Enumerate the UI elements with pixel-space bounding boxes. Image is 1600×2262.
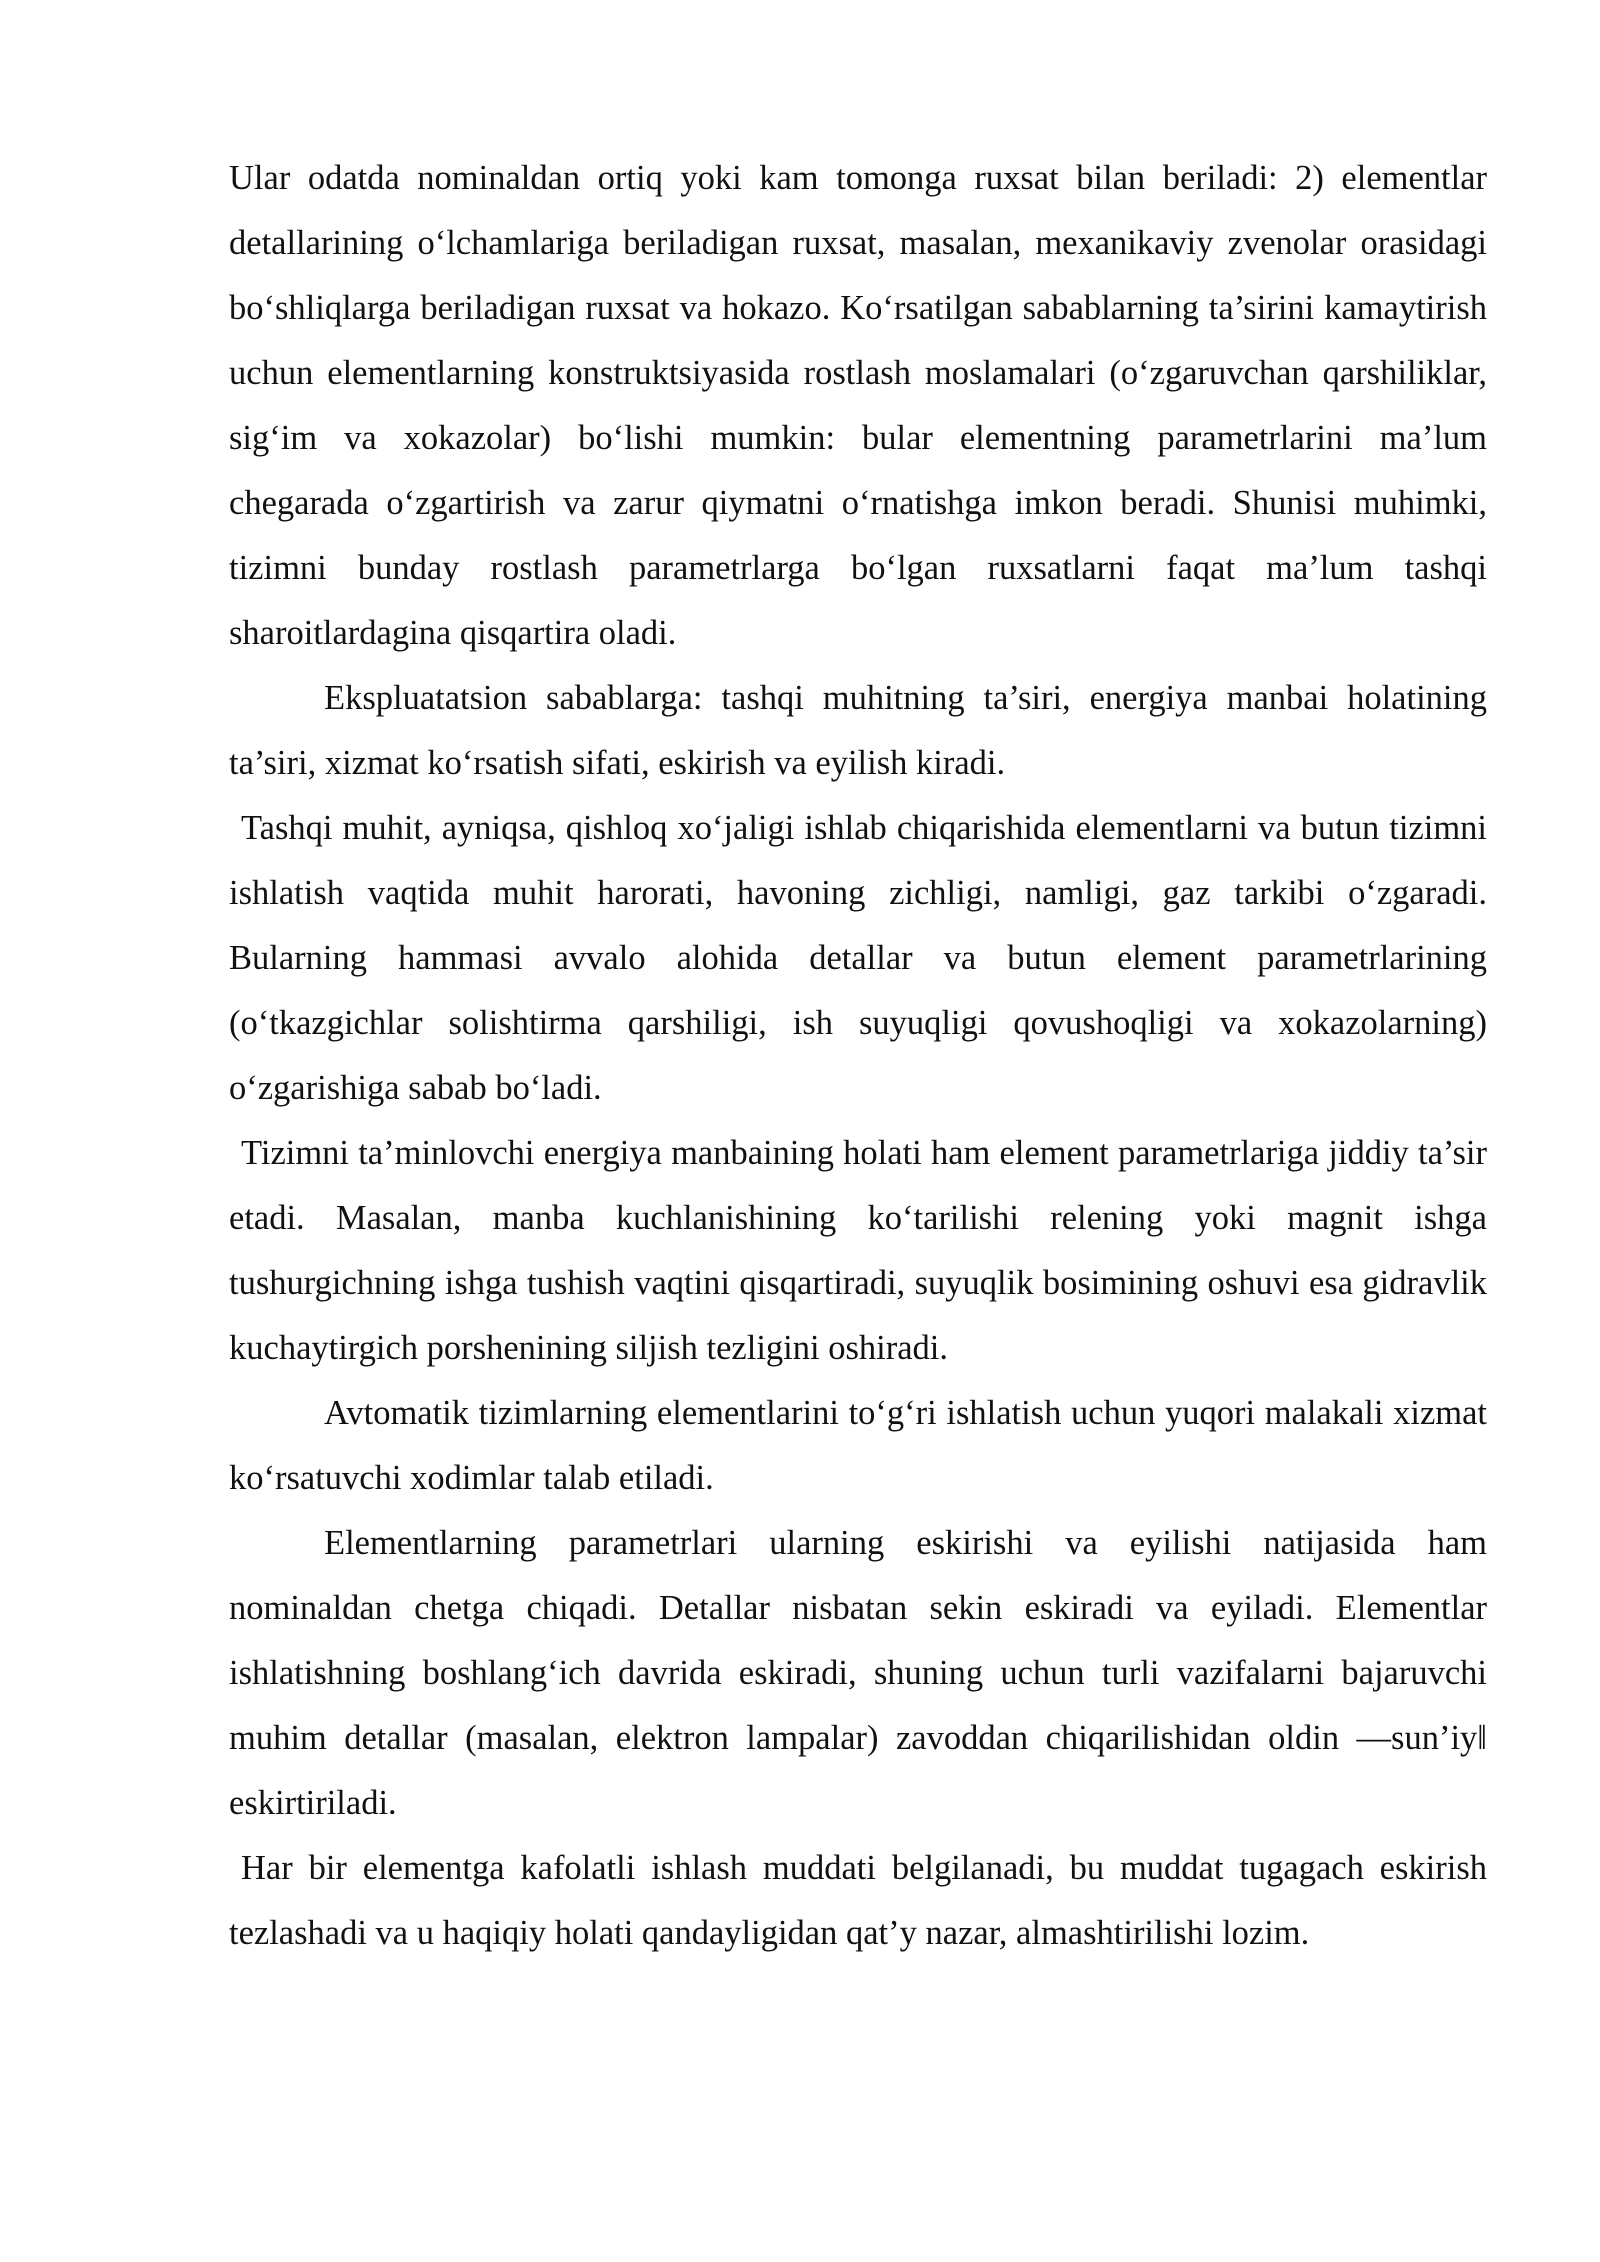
paragraph-tolerances: Ular odatda nominaldan ortiq yoki kam tomonga ruxsat bilan beriladi: 2) elementlar detallarining oʻlchamlariga beriladigan ruxsat, masalan, mexanikaviy zvenolar orasidagi boʻshliqlarga beriladigan ruxsat va hokazo. Koʻrsatilgan sabablarning ta’sirini kamaytirish uchun elementlarning konstruktsiyasida rostlash moslamalari (oʻzgaruvchan qarshiliklar, sigʻim va xokazolar) boʻlishi mumkin: bular elementning parametrlarini ma’lum chegarada oʻzgartirish va zarur qiymatni oʻrnatishga imkon beradi. Shunisi muhimki, tizimni bunday rostlash parametrlarga boʻlgan ruxsatlarni faqat ma’lum tashqi sharoitlardagina qisqartira oladi. xyxy=(229,159,1487,652)
paragraph-maintenance-staff: Avtomatik tizimlarning elementlarini toʻgʻri ishlatish uchun yuqori malakali xizmat koʻrsatuvchi xodimlar talab etiladi. xyxy=(229,1394,1487,1497)
paragraph-operational-causes: Ekspluatatsion sabablarga: tashqi muhitning ta’siri, energiya manbai holatining ta’siri, xizmat koʻrsatish sifati, eskirish va eyilish kiradi. xyxy=(229,679,1487,782)
paragraph-energy-source: Tizimni ta’minlovchi energiya manbaining holati ham element parametrlariga jiddiy ta’sir etadi. Masalan, manba kuchlanishining koʻtarilishi relening yoki magnit ishga tushurgichning ishga tushish vaqtini qisqartiradi, suyuqlik bosimining oshuvi esa gidravlik kuchaytirgich porshenining siljish tezligini oshiradi. xyxy=(229,1134,1487,1367)
paragraph-external-environment: Tashqi muhit, ayniqsa, qishloq xoʻjaligi ishlab chiqarishida elementlarni va butun tizimni ishlatish vaqtida muhit harorati, havoning zichligi, namligi, gaz tarkibi oʻzgaradi. Bularning hammasi avvalo alohida detallar va butun element parametrlarining (oʻtkazgichlar solishtirma qarshiligi, ish suyuqligi qovushoqligi va xokazolarning) oʻzgarishiga sabab boʻladi. xyxy=(229,809,1487,1107)
paragraph-wear-and-aging: Elementlarning parametrlari ularning eskirishi va eyilishi natijasida ham nominaldan chetga chiqadi. Detallar nisbatan sekin eskiradi va eyiladi. Elementlar ishlatishning boshlangʻich davrida eskiradi, shuning uchun turli vazifalarni bajaruvchi muhim detallar (masalan, elektron lampalar) zavoddan chiqarilishidan oldin ―sun’iy‖ eskirtiriladi. xyxy=(229,1524,1487,1822)
body-text xyxy=(229,146,1487,1966)
paragraph-warranty-period: Har bir elementga kafolatli ishlash muddati belgilanadi, bu muddat tugagach eskirish tezlashadi va u haqiqiy holati qandayligidan qat’y nazar, almashtirilishi lozim. xyxy=(229,1849,1487,1952)
